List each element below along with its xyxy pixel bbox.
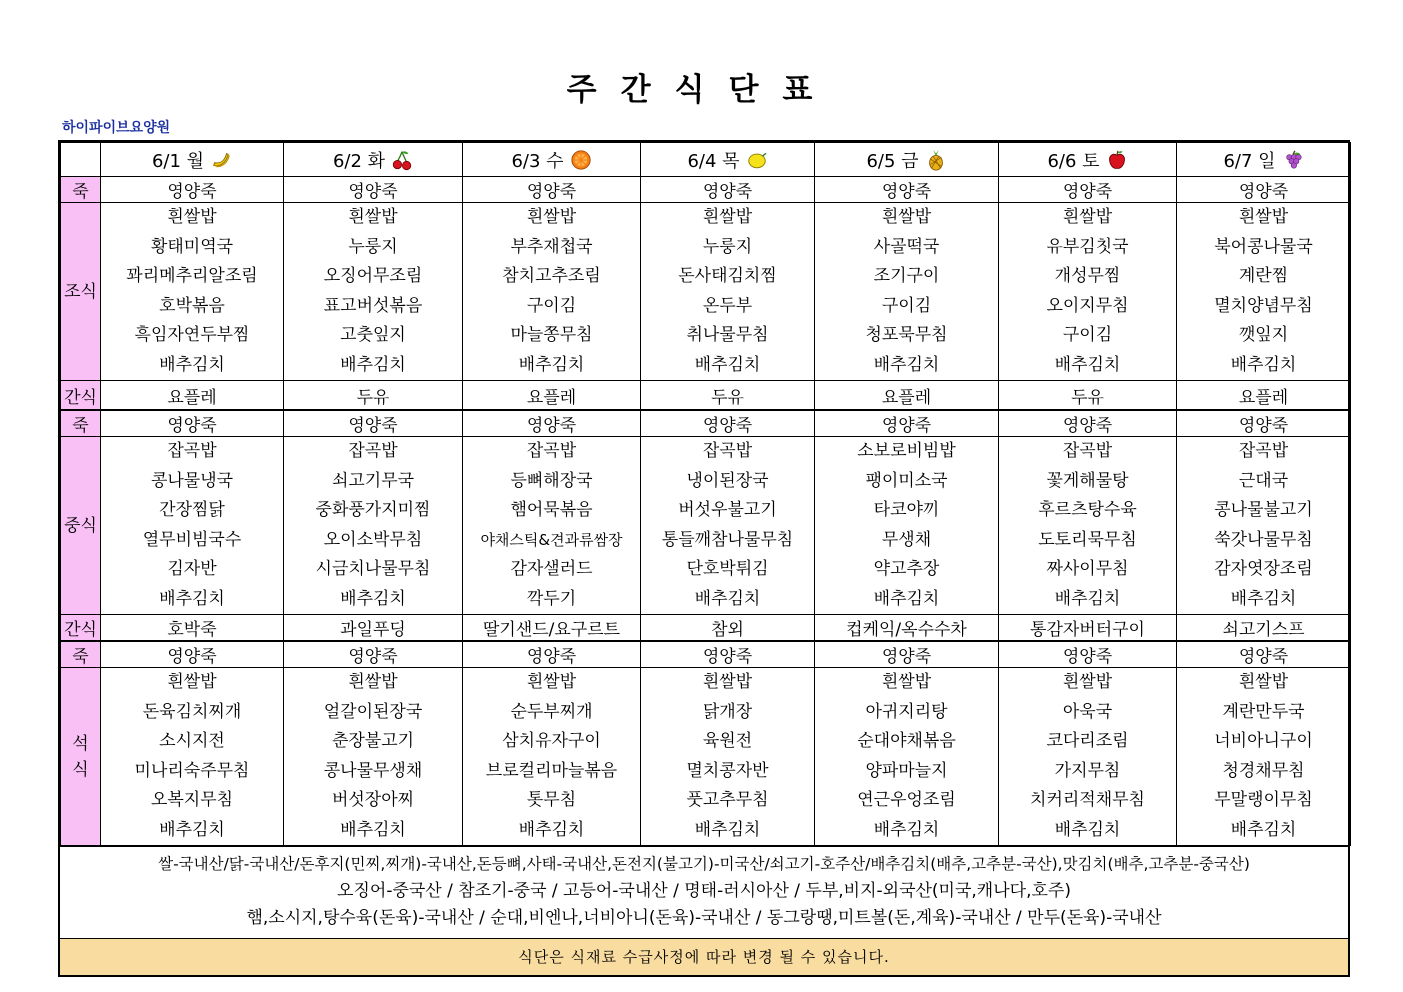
- snack1-cell: 요플레: [1177, 381, 1351, 411]
- snack1-cell: 요플레: [463, 381, 641, 411]
- dish: 배추김치: [340, 819, 406, 840]
- dish: 돈육김치찌개: [142, 701, 242, 722]
- day-label: 6/5 금: [866, 150, 919, 172]
- dinner-cell: [101, 668, 284, 846]
- snack1-row: [61, 381, 1351, 411]
- dish-list: [1177, 437, 1350, 614]
- dish: 잡곡밥: [1062, 441, 1113, 461]
- dish-list: [101, 437, 283, 614]
- dish: 깻잎지: [1238, 325, 1289, 345]
- snack1-cell: 요플레: [101, 381, 284, 411]
- dish: 흰쌀밥: [881, 207, 932, 227]
- dish: 배추김치: [694, 588, 761, 609]
- dish: 흰쌀밥: [526, 207, 577, 227]
- dinner-cell: [815, 668, 999, 846]
- dish-list: [815, 668, 998, 845]
- dish-list: [284, 668, 462, 845]
- dish: 배추김치: [1054, 588, 1121, 609]
- dish: 흰쌀밥: [1062, 672, 1113, 692]
- dish-list: [463, 203, 640, 380]
- dish: 흰쌀밥: [881, 672, 932, 692]
- day-header: [815, 143, 999, 177]
- weekly-menu-grid: [58, 140, 1350, 977]
- dish: 고춧잎지: [340, 325, 406, 345]
- day-label: 6/3 수: [511, 150, 564, 172]
- lunch-cell: [999, 437, 1177, 615]
- dish: 배추김치: [340, 354, 406, 375]
- dish: 아욱국: [1062, 701, 1113, 722]
- snack2-cell: 쇠고기스프: [1177, 615, 1351, 642]
- breakfast-cell: [815, 203, 999, 381]
- dish: 쇠고기무국: [331, 470, 415, 491]
- dish: 오징어무조림: [323, 266, 423, 286]
- dish: 멸치콩자반: [686, 760, 769, 781]
- organization-name: 하이파이브요양원: [62, 120, 171, 136]
- dish-list: [641, 668, 814, 845]
- dish: 배추김치: [1054, 819, 1121, 840]
- snack2-row: [61, 615, 1351, 642]
- day-header-content: [687, 147, 767, 173]
- dish-list: [101, 203, 283, 380]
- dish-list: [1177, 203, 1350, 380]
- dish: 중화풍가지미찜: [315, 500, 431, 520]
- dish: 소시지전: [159, 731, 225, 751]
- snack2-label: 간식: [61, 615, 101, 642]
- dish: 배추김치: [873, 354, 940, 375]
- lunch-juk-row: [61, 410, 1351, 437]
- dish: 순대야채볶음: [857, 731, 956, 751]
- dish: 소보로비빔밥: [857, 441, 956, 461]
- lunch-juk-label: 죽: [61, 410, 101, 437]
- dish: 흰쌀밥: [1238, 207, 1289, 227]
- dish: 흑임자연두부찜: [134, 325, 250, 345]
- dish: 닭개장: [702, 701, 753, 722]
- dish-list: [999, 437, 1176, 614]
- dish: 유부김칫국: [1046, 236, 1129, 257]
- dish: 잡곡밥: [1238, 441, 1289, 461]
- lunch-cell: [284, 437, 463, 615]
- snack2-cell: 호박죽: [101, 615, 284, 642]
- origin-line: 오징어-중국산 / 참조기-중국 / 고등어-국내산 / 명태-러시아산 / 두부,비지-외국산(미국,캐나다,호주): [337, 881, 1071, 901]
- lunch-juk-cell: 영양죽: [641, 410, 815, 437]
- dish: 팽이미소국: [865, 470, 948, 491]
- breakfast-juk-row: [61, 177, 1351, 203]
- breakfast-cell: [463, 203, 641, 381]
- dish: 연근우엉조림: [857, 790, 956, 810]
- breakfast-juk-cell: 영양죽: [101, 177, 284, 203]
- dish: 아귀지리탕: [865, 701, 948, 722]
- dinner-juk-cell: 영양죽: [284, 641, 463, 668]
- dish: 콩나물불고기: [1214, 500, 1313, 520]
- day-label: 6/1 월: [151, 150, 205, 172]
- dish: 김자반: [167, 559, 217, 579]
- dish: 구이김: [526, 295, 577, 316]
- dish-list: [999, 203, 1176, 380]
- origin-line: 쌀-국내산/닭-국내산/돈후지(민찌,찌개)-국내산,돈등뼈,사태-국내산,돈전지(불고기)-미국산/쇠고기-호주산/배추김치(배추,고추분-국산),맛김치(배추,고추분-중국산): [158, 855, 1250, 873]
- dish: 흰쌀밥: [1062, 207, 1113, 227]
- breakfast-juk-cell: 영양죽: [999, 177, 1177, 203]
- dish: 누룽지: [702, 236, 753, 257]
- dish: 풋고추무침: [686, 790, 769, 810]
- dish: 오이지무침: [1046, 295, 1129, 316]
- snack1-cell: 두유: [284, 381, 463, 411]
- dish: 흰쌀밥: [348, 207, 398, 227]
- dish: 시금치나물무침: [315, 559, 431, 579]
- day-header-row: [61, 143, 1351, 177]
- notice-banner: 식단은 식재료 수급사정에 따라 변경 될 수 있습니다.: [60, 938, 1348, 975]
- dish: 온두부: [702, 295, 753, 316]
- dish: 약고추장: [873, 559, 940, 579]
- dish: 무말랭이무침: [1214, 790, 1313, 810]
- day-label: 6/2 화: [332, 150, 386, 172]
- snack1-cell: 두유: [641, 381, 815, 411]
- snack2-cell: 컵케익/옥수수차: [815, 615, 999, 642]
- dinner-label: 석 식: [61, 668, 101, 846]
- dish: 코다리조림: [1046, 731, 1129, 751]
- orange-icon: [570, 149, 592, 171]
- lunch-row: [61, 437, 1351, 615]
- lunch-label: 중식: [61, 437, 101, 615]
- lunch-juk-cell: 영양죽: [463, 410, 641, 437]
- dish: 꽃게해물탕: [1046, 470, 1129, 491]
- dish-list: [641, 203, 814, 380]
- dish: 흰쌀밥: [702, 672, 753, 692]
- dish: 브로컬리마늘볶음: [485, 760, 618, 781]
- dish: 얼갈이된장국: [323, 701, 423, 722]
- dish: 흰쌀밥: [702, 207, 753, 227]
- dish: 계란만두국: [1222, 701, 1305, 722]
- dish: 배추김치: [873, 588, 940, 609]
- dish: 콩나물냉국: [150, 470, 234, 491]
- day-header-content: [1047, 147, 1127, 173]
- dish: 누룽지: [348, 236, 398, 257]
- dish-list: [999, 668, 1176, 845]
- dish: 통들깨참나물무침: [661, 529, 794, 550]
- dish: 구이김: [881, 295, 932, 316]
- dish: 배추김치: [694, 354, 761, 375]
- dish: 표고버섯볶음: [323, 295, 423, 316]
- lunch-cell: [101, 437, 284, 615]
- breakfast-cell: [284, 203, 463, 381]
- dish-list: [815, 203, 998, 380]
- day-header-content: [1223, 147, 1303, 173]
- breakfast-juk-cell: 영양죽: [641, 177, 815, 203]
- cherry-icon: [391, 149, 413, 171]
- dish-list: [641, 437, 814, 614]
- dish: 황태미역국: [150, 236, 234, 257]
- day-header: [463, 143, 641, 177]
- breakfast-cell: [101, 203, 284, 381]
- dish: 배추김치: [873, 819, 940, 840]
- dish: 배추김치: [694, 819, 761, 840]
- page-title: 주간식단표: [566, 72, 837, 108]
- snack2-cell: 참외: [641, 615, 815, 642]
- dish: 도토리묵무침: [1038, 529, 1137, 550]
- dish: 배추김치: [1230, 354, 1297, 375]
- dish: 햄어묵볶음: [510, 500, 593, 520]
- breakfast-cell: [999, 203, 1177, 381]
- lunch-juk-cell: 영양죽: [101, 410, 284, 437]
- pineapple-icon: [925, 149, 947, 171]
- dish-list: [101, 668, 283, 845]
- dish: 북어콩나물국: [1214, 236, 1313, 257]
- dish: 흰쌀밥: [348, 672, 398, 692]
- dish: 가지무침: [1054, 760, 1121, 781]
- grape-icon: [1282, 149, 1304, 171]
- dish: 배추김치: [518, 819, 585, 840]
- snack2-cell: 과일푸딩: [284, 615, 463, 642]
- dinner-juk-cell: 영양죽: [815, 641, 999, 668]
- snack1-cell: 두유: [999, 381, 1177, 411]
- dish: 개성무찜: [1054, 266, 1121, 286]
- lunch-cell: [1177, 437, 1351, 615]
- dish: 참치고추조림: [502, 266, 601, 286]
- dish-list: [1177, 668, 1350, 845]
- dinner-juk-row: [61, 641, 1351, 668]
- origin-info: [60, 846, 1348, 938]
- snack1-cell: 요플레: [815, 381, 999, 411]
- breakfast-juk-cell: 영양죽: [463, 177, 641, 203]
- dish: 잡곡밥: [702, 441, 753, 461]
- dish: 타코야끼: [873, 500, 940, 520]
- dish: 버섯장아찌: [331, 790, 415, 810]
- dinner-row: [61, 668, 1351, 846]
- dinner-cell: [284, 668, 463, 846]
- dinner-cell: [1177, 668, 1351, 846]
- dish: 잡곡밥: [348, 441, 398, 461]
- dish: 너비아니구이: [1214, 731, 1313, 751]
- dish: 미나리숙주무침: [134, 760, 250, 781]
- dish: 콩나물무생채: [323, 760, 423, 781]
- dinner-juk-cell: 영양죽: [1177, 641, 1351, 668]
- dish: 짜사이무침: [1046, 559, 1129, 579]
- dish: 배추김치: [159, 819, 225, 840]
- dish: 쑥갓나물무침: [1214, 529, 1313, 550]
- snack2-cell: 통감자버터구이: [999, 615, 1177, 642]
- lemon-icon: [746, 149, 768, 171]
- breakfast-cell: [1177, 203, 1351, 381]
- dish-list: [463, 668, 640, 845]
- lunch-cell: [463, 437, 641, 615]
- dish: 부추재첩국: [510, 236, 593, 257]
- dinner-juk-cell: 영양죽: [999, 641, 1177, 668]
- dish: 청포묵무침: [865, 325, 948, 345]
- dish: 배추김치: [159, 588, 225, 609]
- lunch-cell: [641, 437, 815, 615]
- dish: 냉이된장국: [686, 470, 769, 491]
- breakfast-juk-label: 죽: [61, 177, 101, 203]
- dinner-juk-cell: 영양죽: [463, 641, 641, 668]
- dish: 후르츠탕수육: [1038, 500, 1137, 520]
- dish: 치커리적채무침: [1030, 790, 1145, 810]
- day-header: [641, 143, 815, 177]
- breakfast-juk-cell: 영양죽: [815, 177, 999, 203]
- dish-list: [284, 437, 462, 614]
- dish: 감자엿장조림: [1214, 559, 1313, 579]
- dish: 흰쌀밥: [1238, 672, 1289, 692]
- dish: 배추김치: [1054, 354, 1121, 375]
- dish: 톳무침: [526, 790, 577, 810]
- day-header-content: [152, 147, 232, 173]
- dish: 춘장불고기: [331, 731, 415, 751]
- dinner-cell: [999, 668, 1177, 846]
- dish: 순두부찌개: [510, 701, 593, 722]
- dish: 감자샐러드: [510, 559, 593, 579]
- dinner-juk-cell: 영양죽: [641, 641, 815, 668]
- dish: 단호박튀김: [686, 559, 769, 579]
- dish: 오이소박무침: [323, 529, 423, 550]
- day-header: [284, 143, 463, 177]
- dish: 흰쌀밥: [167, 672, 217, 692]
- dish: 호박볶음: [159, 295, 225, 316]
- day-header-content: [511, 147, 591, 173]
- dish: 조기구이: [873, 266, 940, 286]
- dish: 배추김치: [518, 354, 585, 375]
- lunch-cell: [815, 437, 999, 615]
- day-header: [101, 143, 284, 177]
- day-header: [1177, 143, 1351, 177]
- menu-table: [60, 142, 1351, 846]
- dish: 양파마늘지: [865, 760, 948, 781]
- breakfast-cell: [641, 203, 815, 381]
- dish: 배추김치: [1230, 588, 1297, 609]
- dish: 배추김치: [340, 588, 406, 609]
- lunch-juk-cell: 영양죽: [284, 410, 463, 437]
- dinner-cell: [641, 668, 815, 846]
- dish: 근대국: [1238, 470, 1289, 491]
- dish: 육원전: [702, 731, 753, 751]
- corner-cell: [61, 143, 101, 177]
- dinner-juk-label: 죽: [61, 641, 101, 668]
- dish: 계란찜: [1238, 266, 1289, 286]
- dish: 꽈리메추리알조림: [126, 266, 258, 286]
- dish: 청경채무침: [1222, 760, 1305, 781]
- day-label: 6/7 일: [1223, 150, 1276, 172]
- dish: 배추김치: [1230, 819, 1297, 840]
- dish: 열무비빔국수: [142, 529, 242, 550]
- breakfast-juk-cell: 영양죽: [1177, 177, 1351, 203]
- snack1-label: 간식: [61, 381, 101, 411]
- origin-line: 햄,소시지,탕수육(돈육)-국내산 / 순대,비엔나,너비아니(돈육)-국내산 / 동그랑땡,미트볼(돈,계육)-국내산 / 만두(돈육)-국내산: [246, 908, 1162, 928]
- dinner-cell: [463, 668, 641, 846]
- breakfast-row: [61, 203, 1351, 381]
- lunch-juk-cell: 영양죽: [815, 410, 999, 437]
- dish-list: [284, 203, 462, 380]
- dish: 구이김: [1062, 325, 1113, 345]
- dish: 사골떡국: [873, 236, 940, 257]
- dish: 야채스틱&견과류쌈장: [480, 530, 623, 549]
- dish: 등뼈해장국: [510, 470, 593, 491]
- dish: 오복지무침: [150, 790, 234, 810]
- lunch-juk-cell: 영양죽: [1177, 410, 1351, 437]
- dish: 무생채: [881, 529, 932, 550]
- lunch-juk-cell: 영양죽: [999, 410, 1177, 437]
- day-header: [999, 143, 1177, 177]
- dish: 간장찜닭: [159, 500, 225, 520]
- day-label: 6/4 목: [687, 150, 740, 172]
- dinner-juk-cell: 영양죽: [101, 641, 284, 668]
- dish: 돈사태김치찜: [678, 266, 777, 286]
- breakfast-label: 조식: [61, 203, 101, 381]
- breakfast-juk-cell: 영양죽: [284, 177, 463, 203]
- dish: 멸치양념무침: [1214, 295, 1313, 316]
- dish: 잡곡밥: [526, 441, 577, 461]
- day-header-content: [866, 147, 946, 173]
- dish: 삼치유자구이: [502, 731, 601, 751]
- dish-list: [463, 437, 640, 614]
- dish: 잡곡밥: [167, 441, 217, 461]
- dish: 취나물무침: [686, 325, 769, 345]
- dish: 배추김치: [159, 354, 225, 375]
- dish: 깍두기: [526, 588, 577, 609]
- day-label: 6/6 토: [1047, 150, 1100, 172]
- dish: 마늘쫑무침: [510, 325, 593, 345]
- day-header-content: [333, 147, 413, 173]
- dish: 버섯우불고기: [678, 500, 777, 520]
- apple-icon: [1106, 149, 1128, 171]
- banana-icon: [210, 149, 232, 171]
- dish-list: [815, 437, 998, 614]
- dish: 흰쌀밥: [526, 672, 577, 692]
- dish: 흰쌀밥: [167, 207, 217, 227]
- snack2-cell: 딸기샌드/요구르트: [463, 615, 641, 642]
